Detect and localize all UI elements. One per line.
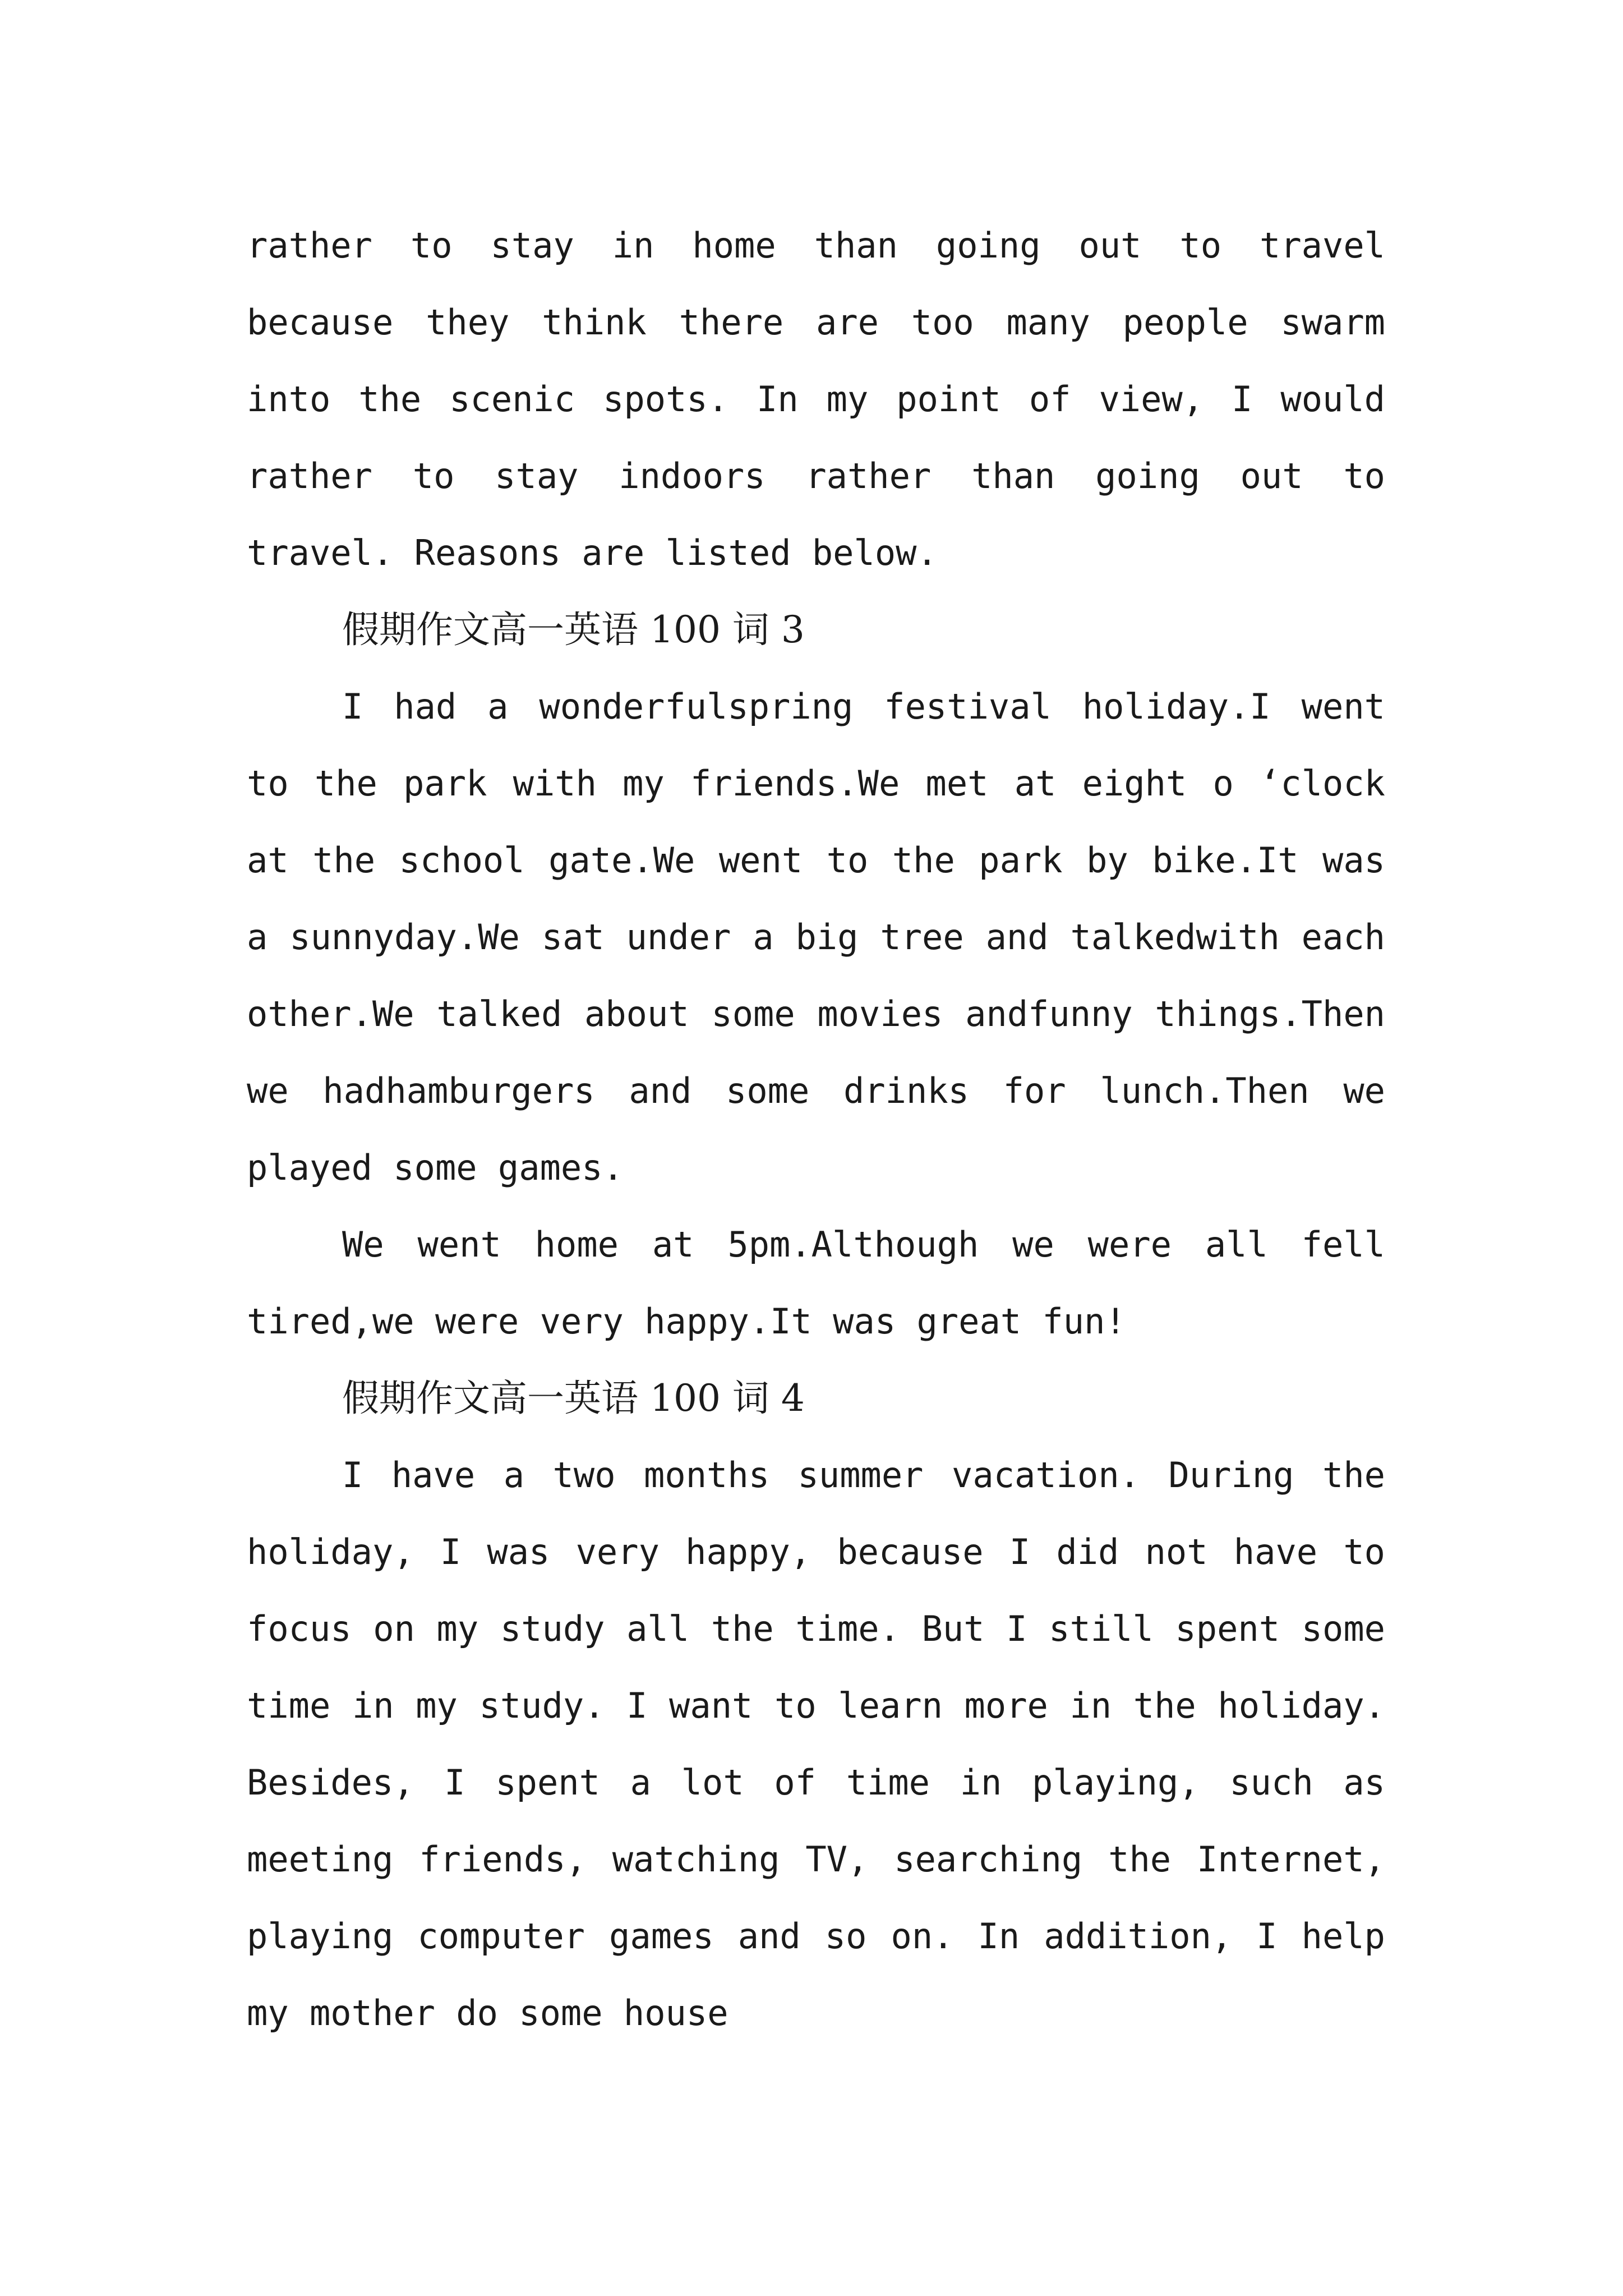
paragraph-3b: We went home at 5pm.Although we were all fell tired,we were very happy.It was great fun! — [247, 1224, 1385, 1342]
paragraph-intro: rather to stay in home than going out to travel because they think there are too many people swarm into the scenic spots. In my point of view, I would rather to stay indoors rather than going out to travel. Reasons are listed below. — [247, 225, 1385, 573]
paragraph-3a: I had a wonderfulspring festival holiday.I went to the park with my friends.We met at eight o ‘clock at the school gate.We went to the park by bike.It was a sunnyday.We sat under a big tree and talkedwith each other.We talked about some movies andfunny things.Then we hadhamburgers and some drinks for lunch.Then we played some games. — [247, 686, 1385, 1188]
document-body — [247, 207, 1385, 2051]
section-heading-3: 假期作文高一英语 100 词 3 — [342, 608, 805, 651]
section-heading-4: 假期作文高一英语 100 词 4 — [342, 1377, 805, 1420]
paragraph-4a: I have a two months summer vacation. During the holiday, I was very happy, because I did not have to focus on my study all the time. But I still spent some time in my study. I want to learn more in the holiday. Besides, I spent a lot of time in playing, such as meeting friends, watching TV, searching the Internet, playing computer games and so on. In addition, I help my mother do some house — [247, 1455, 1385, 2033]
